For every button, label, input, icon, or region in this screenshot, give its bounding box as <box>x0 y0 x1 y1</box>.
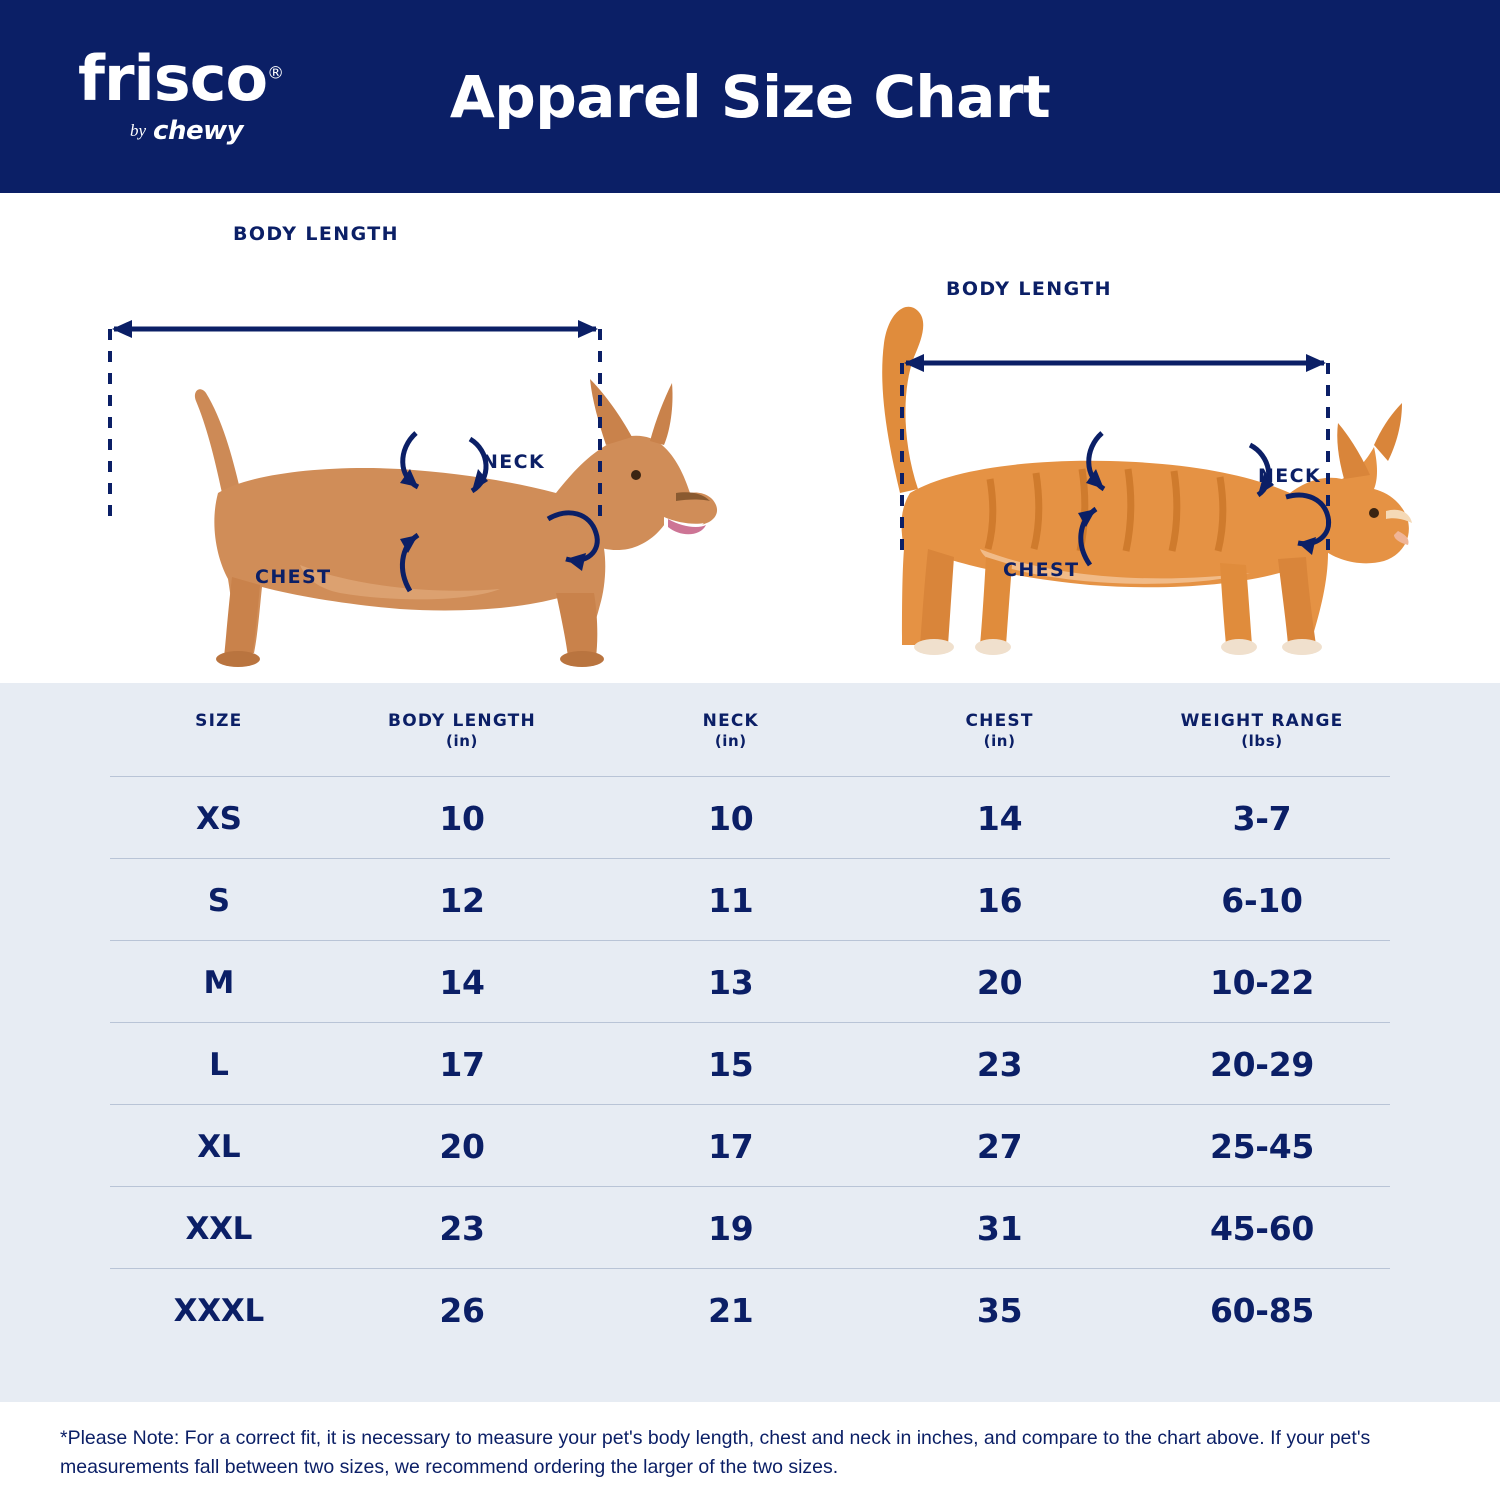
cell-size: XS <box>110 777 328 859</box>
cat-neck-label: NECK <box>1258 465 1322 487</box>
byline-by-text: by <box>130 120 147 140</box>
cell-body-length: 26 <box>328 1269 597 1351</box>
cell-body-length: 10 <box>328 777 597 859</box>
cell-weight-range: 10-22 <box>1134 941 1390 1023</box>
table-row <box>110 1269 1390 1351</box>
column-header-chest <box>865 711 1134 777</box>
cell-chest: 14 <box>865 777 1134 859</box>
cell-chest: 20 <box>865 941 1134 1023</box>
cat-figure-svg <box>750 193 1500 683</box>
cell-neck: 19 <box>596 1187 865 1269</box>
cell-chest: 23 <box>865 1023 1134 1105</box>
cell-size: XXXL <box>110 1269 328 1351</box>
column-header-weight-range <box>1134 711 1390 777</box>
cell-size: L <box>110 1023 328 1105</box>
column-header-chest-unit: (in) <box>983 731 1016 750</box>
column-header-neck-label: NECK <box>702 711 759 731</box>
cat-illustration <box>750 193 1500 683</box>
table-row <box>110 777 1390 859</box>
column-header-neck <box>596 711 865 777</box>
cell-weight-range: 6-10 <box>1134 859 1390 941</box>
dog-figure-svg <box>0 193 750 683</box>
column-header-body-length-label: BODY LENGTH <box>388 711 536 731</box>
dog-illustration <box>0 193 750 683</box>
footer-note: *Please Note: For a correct fit, it is necessary to measure your pet's body length, chest and neck in inches, and compare to the chart above. If your pet's measurements fall between two sizes, we recommend ordering the larger of the two sizes. <box>0 1402 1500 1500</box>
cat-chest-label: CHEST <box>1003 559 1080 581</box>
table-row <box>110 1023 1390 1105</box>
cell-chest: 27 <box>865 1105 1134 1187</box>
cell-body-length: 23 <box>328 1187 597 1269</box>
cell-neck: 13 <box>596 941 865 1023</box>
cell-chest: 35 <box>865 1269 1134 1351</box>
cell-body-length: 12 <box>328 859 597 941</box>
cell-weight-range: 3-7 <box>1134 777 1390 859</box>
size-table-head <box>110 711 1390 777</box>
byline-chewy-text: chewy <box>153 115 244 146</box>
table-row <box>110 1105 1390 1187</box>
cell-neck: 21 <box>596 1269 865 1351</box>
cell-size: XXL <box>110 1187 328 1269</box>
cell-neck: 10 <box>596 777 865 859</box>
table-header-row <box>110 711 1390 777</box>
size-table <box>110 711 1390 1350</box>
column-header-size-label: SIZE <box>195 711 243 731</box>
dog-neck-label: NECK <box>482 451 546 473</box>
cell-size: M <box>110 941 328 1023</box>
column-header-neck-unit: (in) <box>714 731 747 750</box>
cell-weight-range: 45-60 <box>1134 1187 1390 1269</box>
cell-body-length: 14 <box>328 941 597 1023</box>
cell-neck: 15 <box>596 1023 865 1105</box>
cat-silhouette <box>882 307 1412 655</box>
dog-body-length-label: BODY LENGTH <box>233 223 399 245</box>
cell-chest: 31 <box>865 1187 1134 1269</box>
cell-body-length: 17 <box>328 1023 597 1105</box>
column-header-size <box>110 711 328 777</box>
page-title: Apparel Size Chart <box>449 62 1051 131</box>
brand-logo-text: frisco <box>78 41 268 115</box>
cell-weight-range: 60-85 <box>1134 1269 1390 1351</box>
dog-chest-label: CHEST <box>255 566 332 588</box>
column-header-chest-label: CHEST <box>965 711 1034 731</box>
size-table-body <box>110 777 1390 1351</box>
cell-body-length: 20 <box>328 1105 597 1187</box>
table-row <box>110 859 1390 941</box>
page-header <box>0 0 1500 193</box>
cat-body-length-label: BODY LENGTH <box>946 278 1112 300</box>
cell-neck: 11 <box>596 859 865 941</box>
table-row <box>110 1187 1390 1269</box>
column-header-body-length <box>328 711 597 777</box>
dog-silhouette <box>195 379 717 667</box>
illustration-band <box>0 193 1500 683</box>
table-row <box>110 941 1390 1023</box>
cell-chest: 16 <box>865 859 1134 941</box>
column-header-weight-range-unit: (lbs) <box>1241 731 1283 750</box>
cell-neck: 17 <box>596 1105 865 1187</box>
size-table-wrapper <box>0 683 1500 1402</box>
column-header-body-length-unit: (in) <box>446 731 478 750</box>
cell-size: S <box>110 859 328 941</box>
cell-weight-range: 20-29 <box>1134 1023 1390 1105</box>
cell-size: XL <box>110 1105 328 1187</box>
cell-weight-range: 25-45 <box>1134 1105 1390 1187</box>
column-header-weight-range-label: WEIGHT RANGE <box>1180 711 1344 731</box>
registered-trademark-icon: ® <box>267 62 284 83</box>
